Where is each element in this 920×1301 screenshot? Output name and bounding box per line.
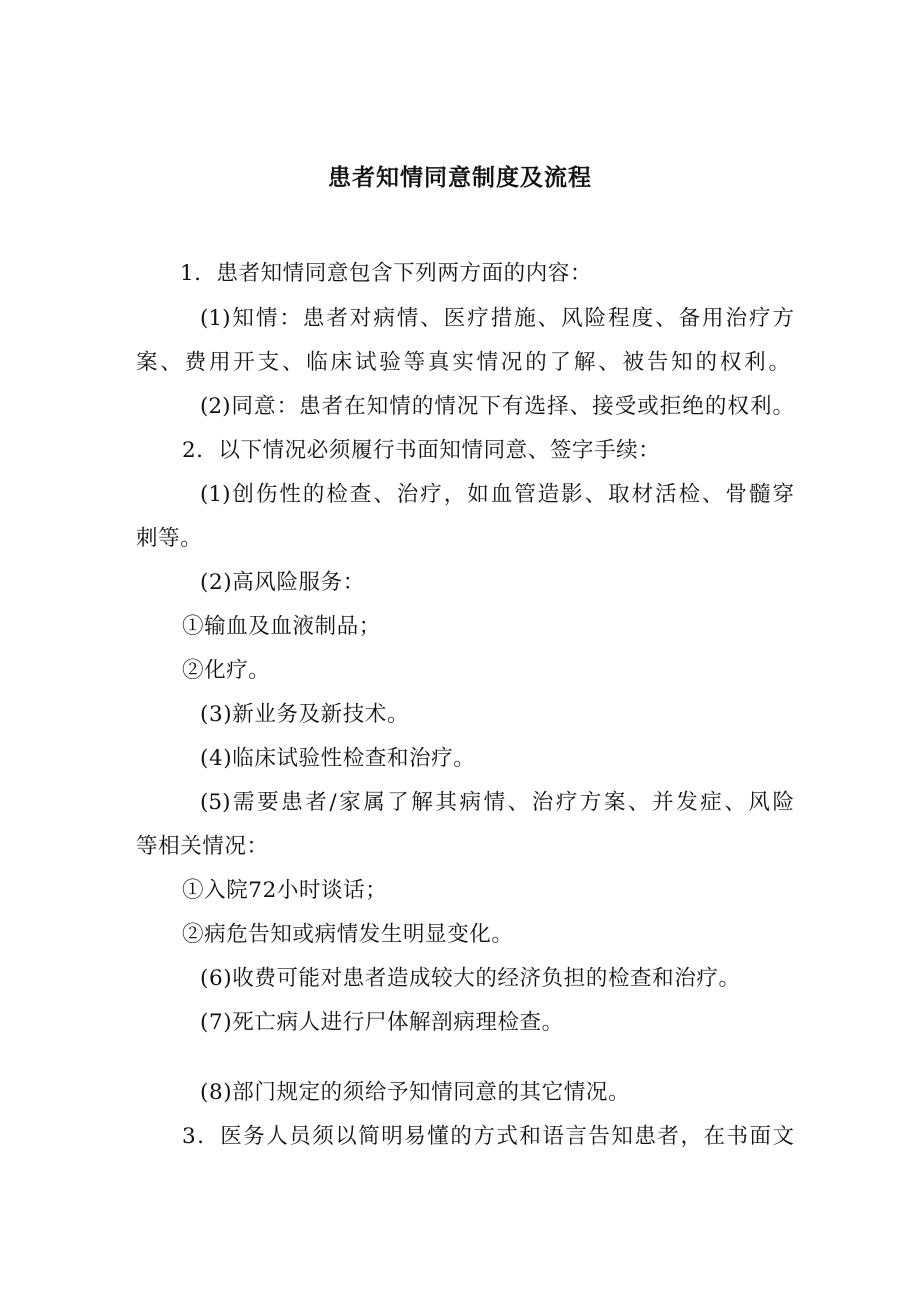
item-2-5-sub-2: ②病危告知或病情发生明显变化。 xyxy=(182,922,514,947)
item-2-2-sub-1: ①输血及血液制品； xyxy=(182,614,381,639)
item-2-1-line-2: 刺等。 xyxy=(136,526,203,551)
item-2-4: (4)临床试验性检查和治疗。 xyxy=(200,746,476,771)
document-title: 患者知情同意制度及流程 xyxy=(328,165,592,191)
item-1-1-line-2: 案、费用开支、临床试验等真实情况的了解、被告知的权利。 xyxy=(136,350,790,375)
item-2-2-sub-2: ②化疗。 xyxy=(182,658,271,683)
item-2-1-line-1: (1)创伤性的检查、治疗，如血管造影、取材活检、骨髓穿 xyxy=(200,482,794,507)
item-1-2: (2)同意：患者在知情的情况下有选择、接受或拒绝的权利。 xyxy=(200,394,794,419)
item-2-5-line-2: 等相关情况： xyxy=(136,834,269,859)
section-2-heading: 2．以下情况必须履行书面知情同意、签字手续： xyxy=(182,438,661,463)
item-1-1-line-1: (1)知情：患者对病情、医疗措施、风险程度、备用治疗方 xyxy=(200,306,794,331)
section-3-line-1: 3．医务人员须以简明易懂的方式和语言告知患者，在书面文 xyxy=(182,1124,794,1149)
item-2-7: (7)死亡病人进行尸体解剖病理检查。 xyxy=(200,1010,564,1035)
item-2-5-sub-1: ①入院72小时谈话； xyxy=(182,878,388,903)
item-2-6: (6)收费可能对患者造成较大的经济负担的检查和治疗。 xyxy=(200,966,741,991)
item-2-8: (8)部门规定的须给予知情同意的其它情况。 xyxy=(200,1080,631,1105)
section-1-heading: 1．患者知情同意包含下列两方面的内容： xyxy=(180,261,593,286)
item-2-2: (2)高风险服务： xyxy=(200,570,365,595)
item-2-5-line-1: (5)需要患者/家属了解其病情、治疗方案、并发症、风险 xyxy=(200,790,794,815)
item-2-3: (3)新业务及新技术。 xyxy=(200,702,410,727)
